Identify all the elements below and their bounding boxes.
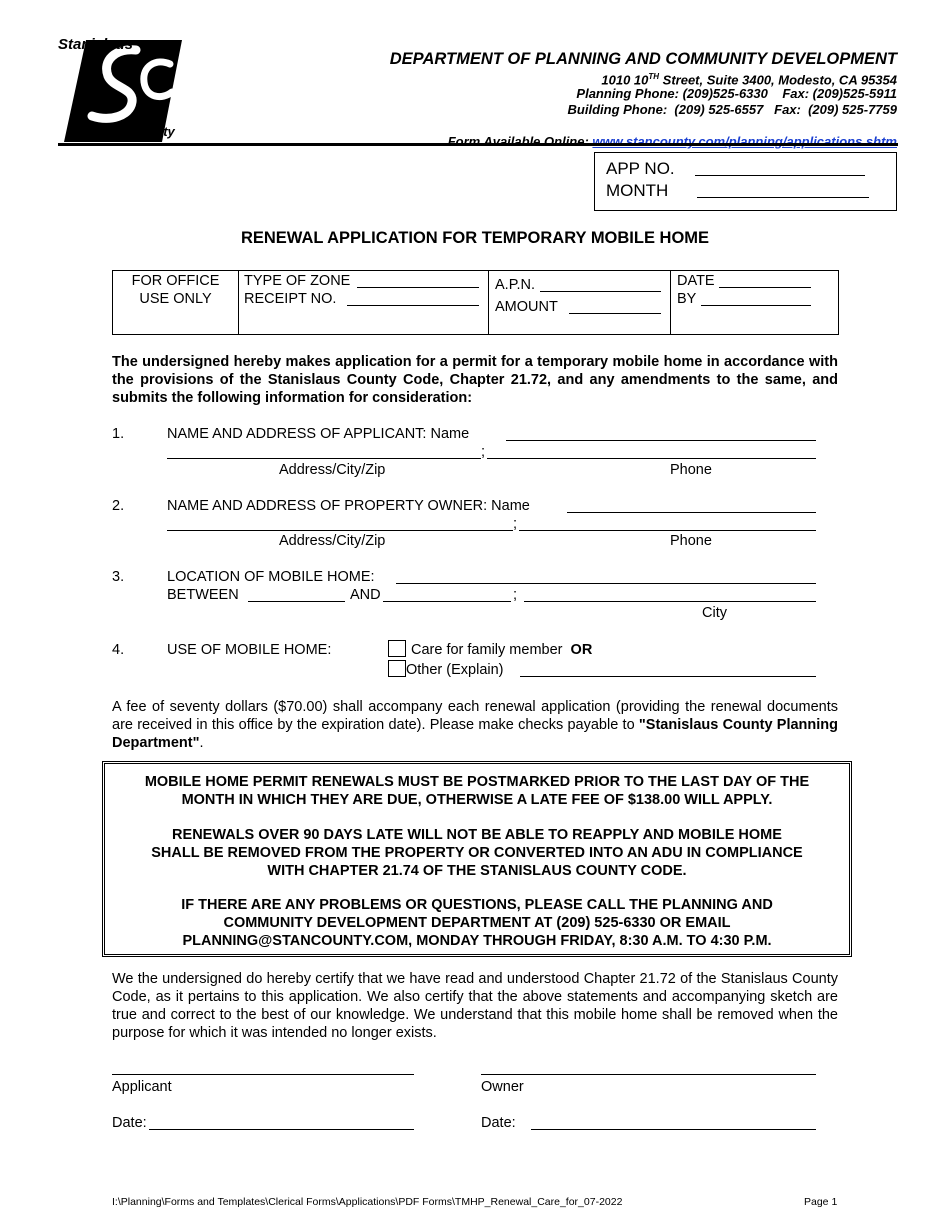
- notice-line: PLANNING@STANCOUNTY.COM, MONDAY THROUGH FRIDAY, 8:30 A.M. TO 4:30 P.M.: [182, 933, 772, 949]
- amount-label: AMOUNT: [495, 299, 558, 315]
- and-field[interactable]: [383, 601, 511, 602]
- address-suffix: Street, Suite 3400, Modesto, CA 95354: [659, 72, 897, 88]
- item-4-number: 4.: [112, 642, 125, 658]
- care-label: [411, 641, 592, 659]
- city-label: City: [702, 605, 727, 621]
- notice-line: IF THERE ARE ANY PROBLEMS OR QUESTIONS, PLEASE CALL THE PLANNING AND: [181, 897, 773, 913]
- date-label: DATE: [677, 273, 715, 289]
- use-label: USE OF MOBILE HOME:: [167, 642, 332, 658]
- intro-paragraph: The undersigned hereby makes application for a permit for a temporary mobile home in accordance with the provisions of the Stanislaus County Code, Chapter 21.72, and any amendments to the same, and submits the following information for consideration:: [112, 354, 838, 406]
- footer-path: I:\Planning\Forms and Templates\Clerical Forms\Applications\PDF Forms\TMHP_Renewal_Care_for_07-2022: [112, 1196, 623, 1208]
- online-link[interactable]: www.stancounty.com/planning/applications.shtm: [592, 134, 897, 149]
- logo-text-bottom: County: [130, 124, 175, 139]
- office-cell-label: [113, 271, 239, 334]
- office-cell-apn: [489, 271, 671, 334]
- address-city-zip-label: Address/City/Zip: [279, 533, 386, 549]
- owner-label: Owner: [481, 1079, 524, 1095]
- applicant-address-field[interactable]: [167, 458, 481, 459]
- care-checkbox[interactable]: [388, 640, 406, 657]
- between-field[interactable]: [248, 601, 345, 602]
- applicant-phone-field[interactable]: [487, 458, 816, 459]
- fee-period: .: [199, 735, 204, 751]
- notice-line: COMMUNITY DEVELOPMENT DEPARTMENT AT (209) 525-6330 OR EMAIL: [223, 915, 731, 931]
- fee-paragraph: [112, 698, 838, 752]
- owner-label: NAME AND ADDRESS OF PROPERTY OWNER: Name: [167, 498, 530, 514]
- receipt-no-field[interactable]: [347, 305, 479, 306]
- type-of-zone-field[interactable]: [357, 287, 479, 288]
- amount-field[interactable]: [569, 313, 661, 314]
- department-name: DEPARTMENT OF PLANNING AND COMMUNITY DEVELOPMENT: [389, 50, 897, 68]
- owner-date-field[interactable]: [531, 1129, 816, 1130]
- item-2-number: 2.: [112, 498, 125, 514]
- office-use-table: [112, 270, 839, 335]
- care-text: Care for family member: [411, 642, 563, 658]
- location-label: LOCATION OF MOBILE HOME:: [167, 569, 375, 585]
- item-1-number: 1.: [112, 426, 125, 442]
- semicolon: ;: [513, 516, 518, 532]
- app-no-field[interactable]: [695, 175, 865, 176]
- applicant-date-label: Date:: [112, 1115, 147, 1131]
- fee-text: A fee of seventy dollars ($70.00) shall accompany each renewal application (providing the renewal documents are received in this office by the expiration date). Please make checks payable to: [112, 699, 838, 733]
- applicant-label: NAME AND ADDRESS OF APPLICANT: Name: [167, 426, 470, 442]
- location-field[interactable]: [396, 583, 816, 584]
- by-field[interactable]: [701, 305, 811, 306]
- owner-name-field[interactable]: [567, 512, 816, 513]
- semicolon: ;: [513, 587, 518, 603]
- app-number-box: [594, 152, 897, 211]
- semicolon: ;: [481, 444, 486, 460]
- applicant-label: Applicant: [112, 1079, 172, 1095]
- fee-payee: "Stanislaus County Planning Department": [112, 717, 838, 751]
- notice-line: RENEWALS OVER 90 DAYS LATE WILL NOT BE ABLE TO REAPPLY AND MOBILE HOME: [172, 827, 782, 843]
- month-label: MONTH: [606, 181, 669, 200]
- header-rule: [58, 143, 898, 146]
- footer-page: Page 1: [804, 1196, 838, 1208]
- phone-label: Phone: [670, 533, 712, 549]
- owner-signature-field[interactable]: [481, 1074, 816, 1075]
- item-3-number: 3.: [112, 569, 125, 585]
- notice-line: MOBILE HOME PERMIT RENEWALS MUST BE POSTMARKED PRIOR TO THE LAST DAY OF THE: [144, 774, 810, 790]
- by-label: BY: [677, 291, 697, 307]
- address-prefix: 1010 10: [601, 72, 649, 88]
- owner-address-field[interactable]: [167, 530, 513, 531]
- applicant-signature-field[interactable]: [112, 1074, 414, 1075]
- for-office-label: FOR OFFICE: [131, 273, 220, 289]
- owner-phone-field[interactable]: [519, 530, 816, 531]
- building-phone: Building Phone: (209) 525-6557 Fax: (209) 525-7759: [567, 102, 897, 117]
- office-cell-date: [671, 271, 837, 334]
- office-cell-zone: [239, 271, 489, 334]
- other-explain-field[interactable]: [520, 676, 816, 677]
- owner-date-label: Date:: [481, 1115, 516, 1131]
- apn-field[interactable]: [540, 291, 661, 292]
- receipt-no-label: RECEIPT NO.: [244, 291, 337, 307]
- notice-line: SHALL BE REMOVED FROM THE PROPERTY OR CONVERTED INTO AN ADU IN COMPLIANCE: [151, 845, 803, 861]
- type-of-zone-label: TYPE OF ZONE: [244, 273, 351, 289]
- logo-text-top: Stanislaus: [58, 36, 134, 53]
- phone-label: Phone: [670, 462, 712, 478]
- form-title: RENEWAL APPLICATION FOR TEMPORARY MOBILE HOME: [240, 229, 710, 247]
- or-text: OR: [570, 642, 593, 658]
- notice-line: MONTH IN WHICH THEY ARE DUE, OTHERWISE A LATE FEE OF $138.00 WILL APPLY.: [181, 792, 773, 808]
- other-checkbox[interactable]: [388, 660, 406, 677]
- between-label: BETWEEN: [167, 587, 239, 603]
- notice-box: [102, 761, 852, 957]
- address-sup: TH: [648, 72, 660, 81]
- planning-phone: Planning Phone: (209)525-6330 Fax: (209)525-5911: [576, 86, 897, 101]
- month-field[interactable]: [697, 197, 869, 198]
- certify-paragraph: We the undersigned do hereby certify that we have read and understood Chapter 21.72 of the Stanislaus County Code, as it pertains to this application. We also certify that the above statements and accompanying sketch are true and correct to the best of our knowledge. We understand that this mobile home shall be removed when the purpose for which it was intended no longer exists.: [112, 971, 838, 1041]
- address-city-zip-label: Address/City/Zip: [279, 462, 386, 478]
- applicant-date-field[interactable]: [149, 1129, 414, 1130]
- app-no-label: APP NO.: [606, 159, 675, 178]
- online-label: Form Available Online:: [447, 134, 593, 149]
- applicant-name-field[interactable]: [506, 440, 816, 441]
- county-logo: [58, 36, 184, 146]
- apn-label: A.P.N.: [495, 277, 536, 293]
- city-field[interactable]: [524, 601, 816, 602]
- notice-line: WITH CHAPTER 21.74 OF THE STANISLAUS COUNTY CODE.: [267, 863, 687, 879]
- date-field[interactable]: [719, 287, 811, 288]
- use-only-label: USE ONLY: [139, 291, 212, 307]
- other-label: Other (Explain): [406, 662, 504, 678]
- and-label: AND: [350, 587, 381, 603]
